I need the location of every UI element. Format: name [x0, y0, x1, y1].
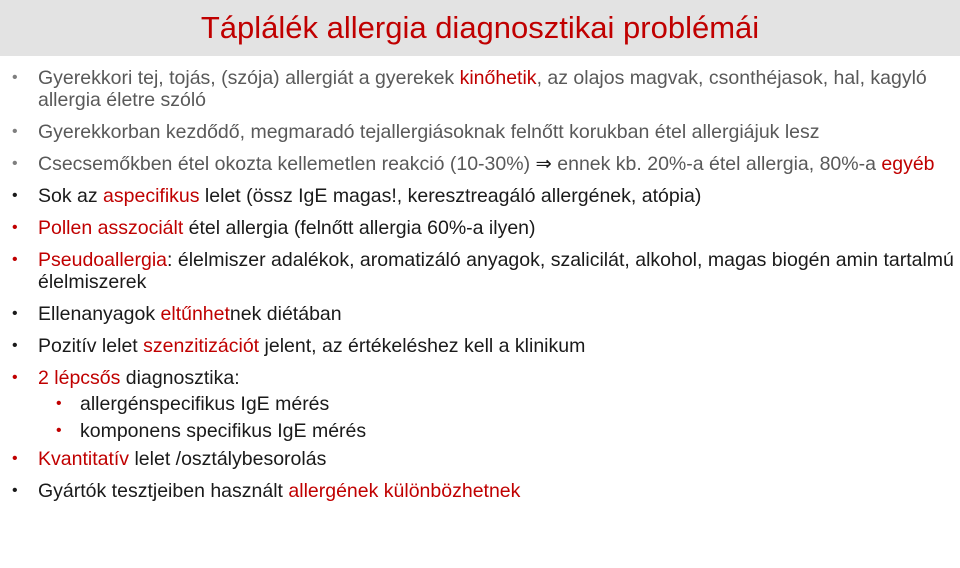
bullet-icon: •: [12, 123, 18, 140]
bullet-icon: •: [12, 482, 18, 499]
sub-bullet-item: • allergénspecifikus IgE mérés: [56, 393, 330, 415]
bullet-list: [0, 67, 960, 512]
bullet-icon: •: [12, 69, 18, 86]
bullet-item: • Csecsemőkben étel okozta kellemetlen reakció (10-30%) ⇒ ennek kb. 20%-a étel allergia, 80%-a egyéb: [12, 153, 935, 175]
bullet-item: • Kvantitatív lelet /osztálybesorolás: [12, 448, 327, 470]
bullet-icon: •: [12, 251, 18, 268]
bullet-icon: •: [12, 369, 18, 386]
bullet-item: • Gyerekkori tej, tojás, (szója) allergiát a gyerekek kinőhetik, az olajos magvak, csonthéjasok, hal, kagyló allergia életre szóló: [12, 67, 927, 111]
bullet-icon: •: [12, 305, 18, 322]
sub-bullet-list: [38, 393, 954, 442]
bullet-icon: •: [56, 395, 62, 412]
bullet-item: • Pseudoallergia: élelmiszer adalékok, aromatizáló anyagok, szalicilát, alkohol, magas biogén amin tartalmú élelmiszerek: [12, 249, 954, 293]
bullet-icon: •: [12, 450, 18, 467]
bullet-item: • 2 lépcsős diagnosztika: • allergénspecifikus IgE mérés • komponens specifikus IgE mérés: [0, 367, 960, 442]
bullet-item: • Pozitív lelet szenzitizációt jelent, az értékeléshez kell a klinikum: [12, 335, 586, 357]
implies-arrow-icon: ⇒: [535, 153, 552, 175]
sub-bullet-item: • komponens specifikus IgE mérés: [56, 420, 367, 442]
bullet-item: • Ellenanyagok eltűnhetnek diétában: [12, 303, 342, 325]
bullet-item: • Pollen asszociált étel allergia (felnőtt allergia 60%-a ilyen): [12, 217, 536, 239]
bullet-icon: •: [12, 219, 18, 236]
bullet-item: • Gyártók tesztjeiben használt allergének különbözhetnek: [12, 480, 521, 502]
bullet-item: • Sok az aspecifikus lelet (össz IgE magas!, keresztreagáló allergének, atópia): [12, 185, 702, 207]
bullet-icon: •: [12, 187, 18, 204]
bullet-icon: •: [12, 155, 18, 172]
slide-title: Táplálék allergia diagnosztikai problémái: [200, 10, 760, 45]
bullet-icon: •: [56, 422, 62, 439]
bullet-icon: •: [12, 337, 18, 354]
bullet-item: • Gyerekkorban kezdődő, megmaradó tejallergiásoknak felnőtt korukban étel allergiájuk lesz: [12, 121, 820, 143]
